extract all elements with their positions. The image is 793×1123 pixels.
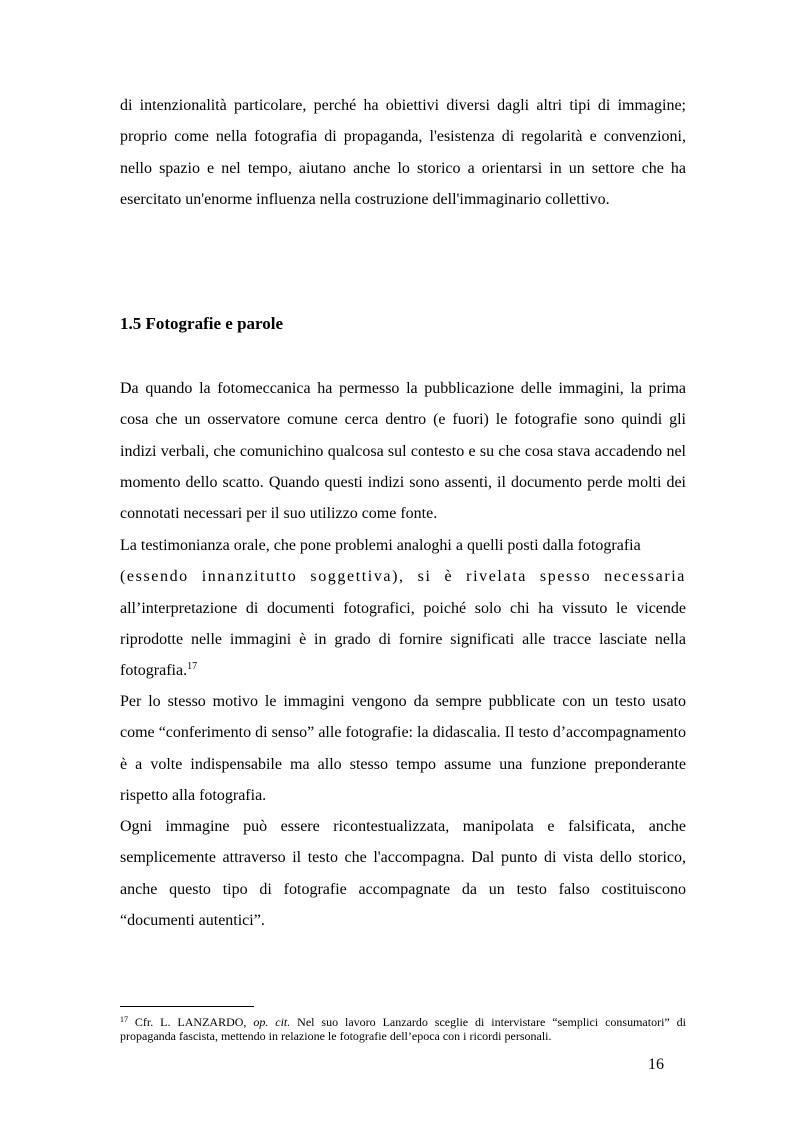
paragraph-section-continuation: di intenzionalità particolare, perché ha obiettivi diversi dagli altri tipi di immagine; proprio come nella fotografia di propaganda, l'esistenza di regolarità e convenzioni, nello spazio e nel tempo, aiutano anche lo storico a orientarsi in un settore che ha esercitato un'enorme influenza nella costruzione dell'immaginario collettivo. [120,97,686,208]
paragraph-line: La testimonianza orale, che pone problemi analoghi a quelli posti dalla fotografia [120,537,641,554]
footnote-citation: Cfr. L. LANZARDO, [134,1015,254,1029]
footnote-text: Nel suo lavoro Lanzardo sceglie di intervistare “semplici consumatori” di propaganda fascista, mettendo in relazione le fotografie dell’epoca con i ricordi personali. [120,1015,686,1043]
footnote-number: 17 [120,1015,128,1024]
footnote-separator [120,1006,254,1007]
page-number: 16 [648,1056,664,1073]
paragraph-testimonianza-orale [120,530,686,686]
paragraph-didascalia: Per lo stesso motivo le immagini vengono da sempre pubblicate con un testo usato come “conferimento di senso” alle fotografie: la didascalia. Il testo d’accompagnamento è a volte indispensabile ma allo stesso tempo assume una funzione preponderante rispetto alla fotografia. [120,693,686,804]
paragraph-fotomeccanica: Da quando la fotomeccanica ha permesso la pubblicazione delle immagini, la prima cosa che un osservatore comune cerca dentro (e fuori) le fotografie sono quindi gli indizi verbali, che comunichino qualcosa sul contesto e su che cosa stava accadendo nel momento dello scatto. Quando questi indizi sono assenti, il documento perde molti dei connotati necessari per il suo utilizzo come fonte. [120,380,686,523]
section-heading: 1.5 Fotografie e parole [120,314,284,333]
footnote-italic: op. cit. [253,1015,291,1029]
paragraph-text: all’interpretazione di documenti fotografici, poiché solo chi ha vissuto le vicende riprodotte nelle immagini è in grado di fornire significati alle tracce lasciate nella fotografia. [120,599,686,680]
footnote-reference[interactable]: 17 [187,661,198,673]
paragraph-ricontestualizzata: Ogni immagine può essere ricontestualizzata, manipolata e falsificata, anche semplicemente attraverso il testo che l'accompagna. Dal punto di vista dello storico, anche questo tipo di fotografie accompagnate da un testo falso costituiscono “documenti autentici”. [120,818,686,929]
paragraph-line-spaced: (essendo innanzitutto soggettiva), si è rivelata spesso necessaria [120,568,686,586]
footnote [120,1015,686,1043]
